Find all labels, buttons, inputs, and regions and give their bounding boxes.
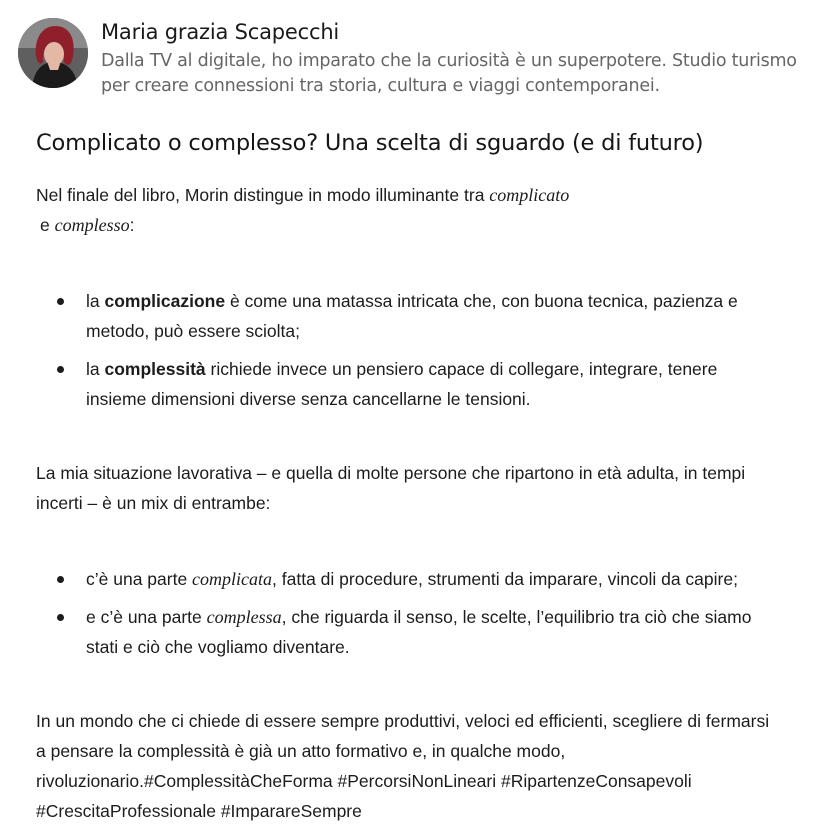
list-item (36, 354, 776, 414)
article-title: Complicato o complesso? Una scelta di sguardo (e di futuro) (36, 130, 704, 156)
hashtag-link[interactable]: #ImparareSempre (220, 801, 362, 821)
list-item-text: è come una matassa intricata che, con buona tecnica, pazienza e metodo, può essere sciolta; (86, 291, 738, 341)
situation-paragraph: La mia situazione lavorativa – e quella di molte persone che ripartono in età adulta, in tempi incerti – è un mix di entrambe: (36, 463, 746, 513)
list-item (36, 602, 776, 662)
list-item-prefix: c’è una parte (86, 569, 193, 589)
list-item-prefix: e c’è una parte (86, 607, 207, 627)
bullet-dot-icon (57, 366, 64, 373)
bullet-dot-icon (57, 614, 64, 621)
list-item-text: , che riguarda il senso, le scelte, l’equilibrio tra ciò che siamo stati e ciò che vogliamo diventare. (86, 607, 752, 657)
list-item-prefix: la (86, 359, 105, 379)
hashtag-link[interactable]: #ComplessitàCheForma (143, 771, 333, 791)
list-item-bold-term: complicazione (104, 291, 226, 311)
list-item-italic-term: complicata (192, 569, 273, 589)
list-item (36, 286, 776, 346)
author-name[interactable]: Maria grazia Scapecchi (101, 20, 340, 44)
intro-text-before: Nel finale del libro, Morin distingue in modo illuminante tra (36, 185, 490, 205)
bullet-dot-icon (57, 298, 64, 305)
closing-text: In un mondo che ci chiede di essere sempre produttivi, veloci ed efficienti, scegliere di fermarsi a pensare la complessità è già un atto formativo e, in qualche modo, rivoluzionario. (36, 711, 770, 791)
bullet-list-definitions (36, 286, 776, 414)
intro-term-complesso: complesso (54, 215, 130, 235)
author-headline: Dalla TV al digitale, ho imparato che la curiosità è un superpotere. Studio turismo per creare connessioni tra storia, cultura e viaggi contemporanei. (101, 51, 797, 96)
list-item-text: richiede invece un pensiero capace di collegare, integrare, tenere insieme dimensioni diverse senza cancellarne le tensioni. (86, 359, 718, 409)
list-item (36, 564, 776, 594)
avatar[interactable] (18, 18, 88, 88)
closing-paragraph (36, 706, 776, 826)
list-item-prefix: la (86, 291, 105, 311)
bullet-dot-icon (57, 576, 64, 583)
avatar-photo-icon (18, 18, 88, 88)
hashtag-link[interactable]: #RipartenzeConsapevoli (500, 771, 692, 791)
post-author-header (18, 18, 808, 98)
intro-text-mid: e (40, 215, 55, 235)
bullet-list-situation (36, 564, 776, 662)
hashtag-link[interactable]: #PercorsiNonLineari (337, 771, 497, 791)
intro-text-after: : (129, 215, 135, 235)
intro-term-complicato: complicato (489, 185, 570, 205)
list-item-text: , fatta di procedure, strumenti da imparare, vincoli da capire; (272, 569, 738, 589)
intro-paragraph (36, 180, 776, 240)
article-body (36, 126, 776, 826)
list-item-italic-term: complessa (206, 607, 282, 627)
list-item-bold-term: complessità (104, 359, 206, 379)
hashtag-link[interactable]: #CrescitaProfessionale (36, 801, 216, 821)
